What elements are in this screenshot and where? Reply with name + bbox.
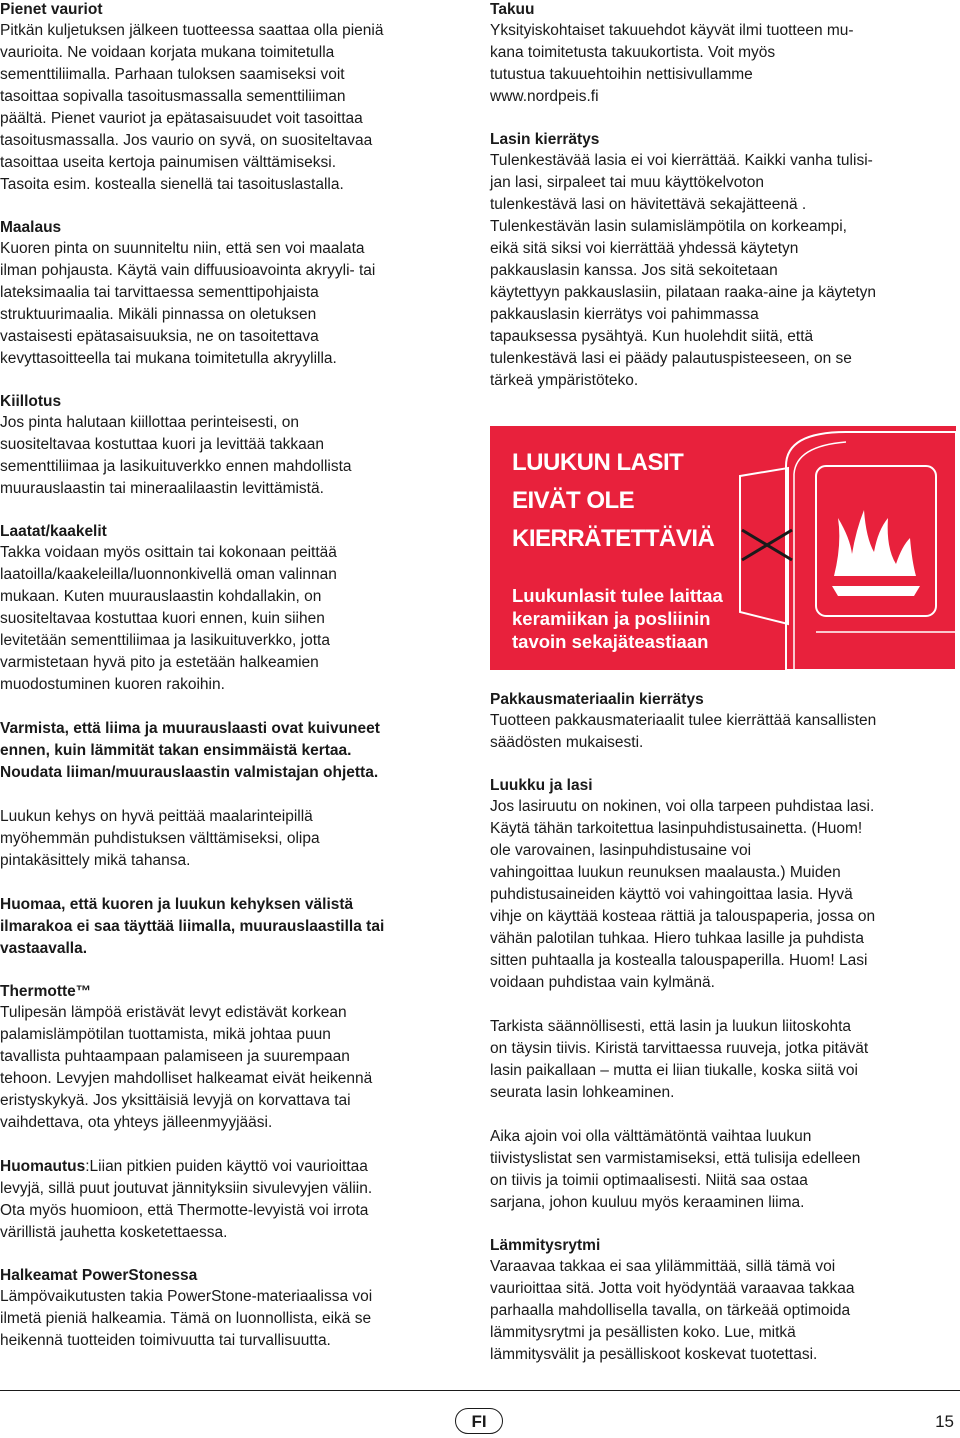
paragraph-line: lämmitysrytmi ja pesällisten koko. Lue, mitkä xyxy=(490,1324,796,1341)
paragraph-line: Jos pinta halutaan kiillottaa perinteisesti, on xyxy=(0,414,299,431)
section-heading: Luukku ja lasi xyxy=(490,777,593,794)
section-heading: Pakkausmateriaalin kierrätys xyxy=(490,691,704,708)
paragraph-line: Tulipesän lämpöä eristävät levyt edistävät korkean xyxy=(0,1004,347,1021)
section-heading: Takuu xyxy=(490,1,535,18)
paragraph-line: suositeltavaa kostuttaa kuori ennen, kuin siihen xyxy=(0,610,325,627)
warning-line: vastaavalla. xyxy=(0,940,88,957)
paragraph-line: voidaan puhdistaa vain kylmänä. xyxy=(490,974,715,991)
warning-air-gap xyxy=(0,894,470,960)
paragraph-line: eristyskykyä. Jos yksittäisiä levyjä on korvattava tai xyxy=(0,1092,351,1109)
paragraph-line: vaihdettava, ota yhteys jälleenmyyjääsi. xyxy=(0,1114,273,1131)
huomautus-label: Huomautus xyxy=(0,1158,86,1175)
paragraph-line: ilman pohjausta. Käytä vain diffuusioavointa akryyli- tai xyxy=(0,262,376,279)
paragraph-line: tapauksessa pysähtyä. Kun huolehdit siitä, että xyxy=(490,328,814,345)
paragraph-line: suositeltavaa kostuttaa kuori ja levittää takkaan xyxy=(0,436,324,453)
language-badge: FI xyxy=(455,1408,503,1434)
paragraph-line: vaurioittaa sitä. Jotta voit hyödyntää varaavaa takkaa xyxy=(490,1280,855,1297)
paragraph-line: myöhemmän puhdistuksen välttämiseksi, olipa xyxy=(0,830,320,847)
section-heading: Maalaus xyxy=(0,219,62,236)
paragraph-line: Tulenkestävän lasin sulamislämpötila on korkeampi, xyxy=(490,218,847,235)
section-lammitysrytmi xyxy=(490,1236,960,1366)
paragraph-line: lasin paikallaan – mutta ei liian tiukalle, koska siitä voi xyxy=(490,1062,858,1079)
section-pienet-vauriot xyxy=(0,0,470,196)
paragraph-line: struktuurimaalia. Mikäli pinnassa on oletuksen xyxy=(0,306,317,323)
section-pakkausmateriaali xyxy=(490,690,960,754)
glass-recycling-notice xyxy=(490,426,956,670)
website-link[interactable]: www.nordpeis.fi xyxy=(490,88,599,105)
notice-subtitle xyxy=(512,584,723,653)
left-column xyxy=(0,0,470,1374)
paragraph-line: värillistä jauhetta kosketettaessa. xyxy=(0,1224,228,1241)
paragraph-line: parhaalla mahdollisella tavalla, on tärkeää optimoida xyxy=(490,1302,851,1319)
page-number: 15 xyxy=(935,1412,954,1431)
notice-subtitle-line: tavoin sekajäteastiaan xyxy=(512,631,709,652)
paragraph-line: Aika ajoin voi olla välttämätöntä vaihtaa luukun xyxy=(490,1128,812,1145)
paragraph-line: Tasoita esim. kostealla sienellä tai tasoituslastalla. xyxy=(0,176,344,193)
paragraph-line: tavallista puhtaampaan palamiseen ja suurempaan xyxy=(0,1048,350,1065)
paragraph-line: muurauslaastin tai mineraalilaastin levittämistä. xyxy=(0,480,324,497)
paragraph-line: Takka voidaan myös osittain tai kokonaan peittää xyxy=(0,544,337,561)
paragraph-line: lämmitysvälit ja pesälliskoot koskevat tuotettasi. xyxy=(490,1346,818,1363)
stove-illustration xyxy=(716,426,956,670)
paragraph-line: sitten puhtaalla ja kostealla talouspaperilla. Huom! Lasi xyxy=(490,952,868,969)
notice-title-line: LUUKUN LASIT xyxy=(512,449,684,476)
notice-subtitle-line: keramiikan ja posliinin xyxy=(512,608,711,629)
section-heading: Laatat/kaakelit xyxy=(0,523,107,540)
paragraph-line: tutustua takuuehtoihin nettisivullamme xyxy=(490,66,753,83)
warning-line: Noudata liiman/muurauslaastin valmistajan ohjetta. xyxy=(0,764,379,781)
paragraph-line: tulenkestävä lasi ei päädy palautuspisteeseen, on se xyxy=(490,350,852,367)
section-heading: Pienet vauriot xyxy=(0,1,103,18)
notice-subtitle-line: Luukunlasit tulee laittaa xyxy=(512,585,723,606)
section-lasin-kierratys xyxy=(490,130,960,392)
paragraph-line xyxy=(0,1156,470,1178)
section-huomautus xyxy=(0,1156,470,1244)
paragraph-line: pintakäsittely mikä tahansa. xyxy=(0,852,191,869)
note-seal-check xyxy=(490,1016,960,1104)
paragraph-line: eikä sitä siksi voi kierrättää yhdessä käytetyn xyxy=(490,240,799,257)
paragraph-line: jan lasi, sirpaleet tai muu käyttökelvoton xyxy=(490,174,764,191)
paragraph-line: Ota myös huomioon, että Thermotte-levyistä voi irrota xyxy=(0,1202,369,1219)
paragraph-line: vihje on käyttää kosteaa rättiä ja talouspaperia, jossa on xyxy=(490,908,876,925)
paragraph-line: varmistetaan hyvä pito ja estetään halkeamien xyxy=(0,654,319,671)
cross-icon xyxy=(742,530,792,560)
paragraph-line: seurata lasin lohkeaminen. xyxy=(490,1084,675,1101)
paragraph-line: on tiivis ja toimii optimaalisesti. Niitä saa ostaa xyxy=(490,1172,808,1189)
paragraph-line: lateksimaalia tai tarvittaessa sementtipohjaista xyxy=(0,284,319,301)
paragraph-line: pakkauslasin kierrätys voi pahimmassa xyxy=(490,306,759,323)
section-heading: Thermotte™ xyxy=(0,983,92,1000)
paragraph-line: tasoittaa useita kertoja painumisen välttämiseksi. xyxy=(0,154,336,171)
paragraph-line: Käytä tähän tarkoitettua lasinpuhdistusainetta. (Huom! xyxy=(490,820,863,837)
paragraph-line: Pitkän kuljetuksen jälkeen tuotteessa saattaa olla pieniä xyxy=(0,22,384,39)
section-thermotte xyxy=(0,982,470,1134)
notice-title-line: EIVÄT OLE xyxy=(512,487,635,514)
paragraph-line: Tarkista säännöllisesti, että lasin ja luukun liitoskohta xyxy=(490,1018,851,1035)
paragraph-line: sementtiliimalla. Parhaan tuloksen saamiseksi voit xyxy=(0,66,345,83)
section-heading: Lasin kierrätys xyxy=(490,131,600,148)
paragraph-line: sementtiliimaa ja lasikuituverkko ennen mahdollista xyxy=(0,458,352,475)
paragraph-line: heikennä tuotteiden toimivuutta tai turvallisuutta. xyxy=(0,1332,331,1349)
paragraph-line: palamislämpötilan tuottamista, mikä johtaa puun xyxy=(0,1026,331,1043)
section-takuu xyxy=(490,0,960,108)
paragraph-line: kevyttasoitteella tai mukana toimitetulla akryylilla. xyxy=(0,350,337,367)
paragraph-line: vaurioita. Ne voidaan korjata mukana toimitetulla xyxy=(0,44,335,61)
paragraph-line: Yksityiskohtaiset takuuehdot käyvät ilmi tuotteen mu- xyxy=(490,22,854,39)
paragraph-line: vahingoittaa luukun reunuksen maalausta.) Muiden xyxy=(490,864,841,881)
paragraph-line: tärkeä ympäristöteko. xyxy=(490,372,639,389)
paragraph-line: ilmetä pieniä halkeamia. Tämä on luonnollista, eikä se xyxy=(0,1310,372,1327)
paragraph-line: Kuoren pinta on suunniteltu niin, että sen voi maalata xyxy=(0,240,365,257)
huomautus-text: :Liian pitkien puiden käyttö voi vaurioittaa xyxy=(85,1158,368,1175)
paragraph-line: päältä. Pienet vauriot ja epätasaisuudet voit tasoittaa xyxy=(0,110,363,127)
paragraph-line: Varaavaa takkaa ei saa ylilämmittää, sillä tämä voi xyxy=(490,1258,836,1275)
warning-line: ennen, kuin lämmität takan ensimmäistä kertaa. xyxy=(0,742,352,759)
paragraph-line: puhdistusaineiden käyttö voi vahingoittaa lasia. Hyvä xyxy=(490,886,853,903)
section-heading: Halkeamat PowerStonessa xyxy=(0,1267,198,1284)
paragraph-line: tasoitusmassalla. Jos vaurio on syvä, on suositeltavaa xyxy=(0,132,373,149)
paragraph-line: Lämpövaikutusten takia PowerStone-materiaalissa voi xyxy=(0,1288,373,1305)
paragraph-line: tiivistyslistat sen varmistamiseksi, että tulisija edelleen xyxy=(490,1150,861,1167)
section-halkeamat xyxy=(0,1266,470,1352)
note-masking-tape xyxy=(0,806,470,872)
notice-title-line: KIERRÄTETTÄVIÄ xyxy=(512,525,715,552)
paragraph-line: käytettyyn pakkauslasiin, pilataan raaka-aine ja käytetyn xyxy=(490,284,876,301)
paragraph-line: laatoilla/kaakeleilla/luonnonkivellä oman valinnan xyxy=(0,566,337,583)
section-luukku-ja-lasi xyxy=(490,776,960,994)
paragraph-line: kana toimitetusta takuukortista. Voit myös xyxy=(490,44,776,61)
paragraph-line: vähän palotilan tuhkaa. Hiero tuhkaa lasille ja puhdista xyxy=(490,930,864,947)
warning-line: ilmarakoa ei saa täyttää liimalla, muurauslaastilla tai xyxy=(0,918,385,935)
section-heading: Kiillotus xyxy=(0,393,62,410)
paragraph-line: Luukun kehys on hyvä peittää maalarinteipillä xyxy=(0,808,313,825)
paragraph-line: tehoon. Levyjen mahdolliset halkeamat eivät heikennä xyxy=(0,1070,373,1087)
notice-title xyxy=(512,444,714,558)
right-column xyxy=(490,0,960,1388)
section-laatat-kaakelit xyxy=(0,522,470,696)
paragraph-line: Jos lasiruutu on nokinen, voi olla tarpeen puhdistaa lasi. xyxy=(490,798,875,815)
paragraph-line: tulenkestävä lasi on hävitettävä sekajätteenä . xyxy=(490,196,807,213)
paragraph-line: ole varovainen, lasinpuhdistusaine voi xyxy=(490,842,752,859)
paragraph-line: mukaan. Kuten muurauslaastin kohdallakin, on xyxy=(0,588,322,605)
section-maalaus xyxy=(0,218,470,370)
paragraph-line: pakkauslasin kanssa. Jos sitä sekoitetaan xyxy=(490,262,778,279)
paragraph-line: Tuotteen pakkausmateriaalit tulee kierrättää kansallisten xyxy=(490,712,877,729)
note-gasket-replacement xyxy=(490,1126,960,1214)
section-kiillotus xyxy=(0,392,470,500)
paragraph-line: vastaisesti epätasaisuuksia, ne on tasoitettava xyxy=(0,328,319,345)
section-heading: Lämmitysrytmi xyxy=(490,1237,601,1254)
paragraph-line: levitetään sementtiliimaa ja lasikuituverkko, jotta xyxy=(0,632,330,649)
footer-divider xyxy=(0,1390,960,1391)
warning-line: Varmista, että liima ja muurauslaasti ovat kuivuneet xyxy=(0,720,380,737)
paragraph-line: sarjana, johon kuuluu myös keraaminen liima. xyxy=(490,1194,805,1211)
paragraph-line: on täysin tiivis. Kiristä tarvittaessa ruuveja, jotka pitävät xyxy=(490,1040,869,1057)
warning-line: Huomaa, että kuoren ja luukun kehyksen välistä xyxy=(0,896,354,913)
paragraph-line: muodostuminen kuoren rakoihin. xyxy=(0,676,225,693)
paragraph-line: levyjä, sillä puut joutuvat jännityksiin sivulevyjen väliin. xyxy=(0,1180,373,1197)
paragraph-line: säädösten mukaisesti. xyxy=(490,734,644,751)
paragraph-line: tasoittaa sopivalla tasoitusmassalla sementtiliiman xyxy=(0,88,346,105)
warning-drying xyxy=(0,718,470,784)
paragraph-line: Tulenkestävää lasia ei voi kierrättää. Kaikki vanha tulisi- xyxy=(490,152,873,169)
